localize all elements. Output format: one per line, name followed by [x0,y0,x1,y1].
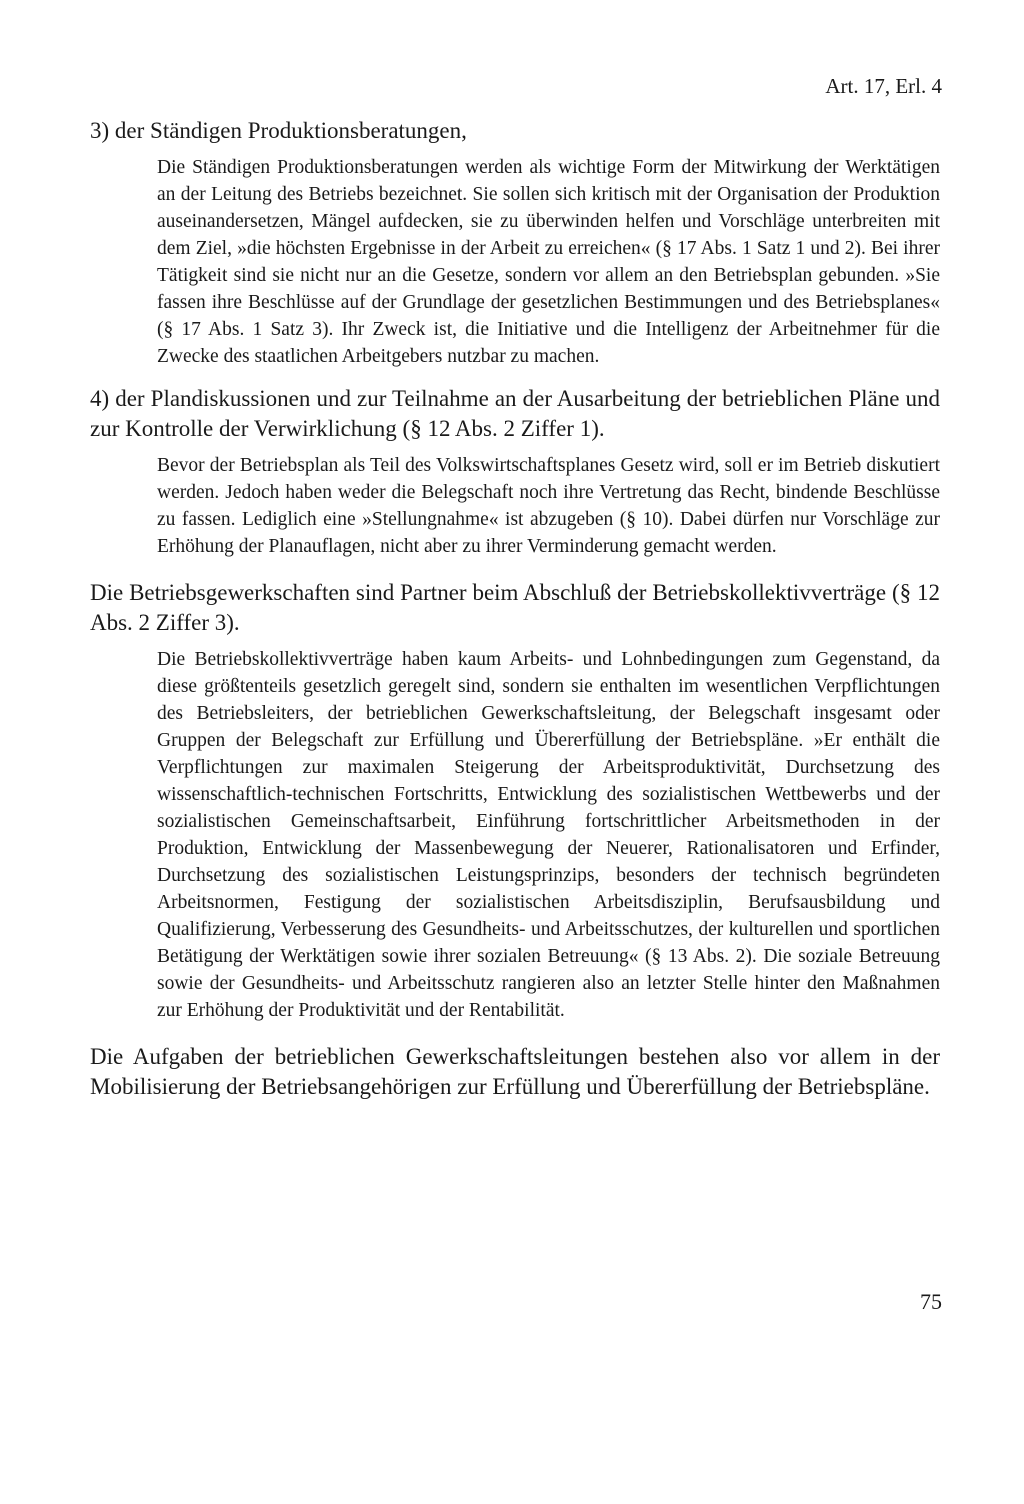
item-3-commentary: Die Ständigen Produktionsberatungen werden als wichtige Form der Mitwirkung der Werktätigen an der Leitung des Betriebs bezeichnet. Sie sollen sich kritisch mit der Organisation der Produktion auseinandersetzen, Mängel aufdecken, sie zu überwinden helfen und Vorschläge unterbreiten mit dem Ziel, »die höchsten Ergebnisse in der Arbeit zu erreichen« (§ 17 Abs. 1 Satz 1 und 2). Bei ihrer Tätigkeit sind sie nicht nur an die Gesetze, sondern vor allem an den Betriebsplan gebunden. »Sie fassen ihre Beschlüsse auf der Grundlage der gesetzlichen Bestimmungen und des Betriebsplanes« (§ 17 Abs. 1 Satz 3). Ihr Zweck ist, die Initiative und die Intelligenz der Arbeitnehmer für die Zwecke des staatlichen Arbeitgebers nutzbar zu machen. [157,157,940,367]
item-4-commentary: Bevor der Betriebsplan als Teil des Volkswirtschaftsplanes Gesetz wird, soll er im Betrieb diskutiert werden. Jedoch haben weder die Belegschaft noch ihre Vertretung das Recht, bindende Beschlüsse zu fassen. Lediglich eine »Stellungnahme« ist abzugeben (§ 10). Dabei dürfen nur Vorschläge zur Erhöhung der Planauflagen, nicht aber zu ihrer Verminderung gemacht werden. [157,455,940,557]
partner-paragraph: Die Betriebsgewerkschaften sind Partner beim Abschluß der Betriebskollektivverträge (§ 12 Abs. 2 Ziffer 3). [90,580,940,635]
item-4-heading: 4) der Plandiskussionen und zur Teilnahme an der Ausarbeitung der betrieblichen Pläne und zur Kontrolle der Verwirklichung (§ 12 Abs. 2 Ziffer 1). [90,386,940,441]
partner-commentary: Die Betriebskollektivverträge haben kaum Arbeits- und Lohnbedingungen zum Gegenstand, da diese größtenteils gesetzlich geregelt sind, sondern sie enthalten im wesentlichen Verpflichtungen des Betriebsleiters, der betrieblichen Gewerkschaftsleitung, der Belegschaft insgesamt oder Gruppen der Belegschaft zur Erfüllung und Übererfüllung der Betriebspläne. »Er enthält die Verpflichtungen zur maximalen Steigerung der Arbeitsproduktivität, Durchsetzung des wissenschaftlich-technischen Fortschritts, Entwicklung des sozialistischen Wettbewerbs und der sozialistischen Gemeinschaftsarbeit, Einführung fortschrittlicher Arbeitsmethoden in der Produktion, Entwicklung der Massenbewegung der Neuerer, Rationalisatoren und Erfinder, Durchsetzung des sozialistischen Leistungsprinzips, besonders der technisch begründeten Arbeitsnormen, Festigung der sozialistischen Arbeitsdisziplin, Berufsausbildung und Qualifizierung, Verbesserung des Gesundheits- und Arbeitsschutzes, der kulturellen und sportlichen Betätigung der Werktätigen sowie ihrer sozialen Betreuung« (§ 13 Abs. 2). Die soziale Betreuung sowie der Gesundheits- und Arbeitsschutz rangieren also an letzter Stelle hinter den Maßnahmen zur Erhöhung der Produktivität und der Rentabilität. [157,649,940,1021]
item-3-heading: 3) der Ständigen Produktionsberatungen, [90,118,467,143]
running-header: Art. 17, Erl. 4 [825,74,942,98]
body-text [90,116,940,1102]
page-number: 75 [920,1289,942,1314]
conclusion-paragraph: Die Aufgaben der betrieblichen Gewerkschaftsleitungen bestehen also vor allem in der Mobilisierung der Betriebsangehörigen zur Erfüllung und Übererfüllung der Betriebspläne. [90,1044,940,1099]
